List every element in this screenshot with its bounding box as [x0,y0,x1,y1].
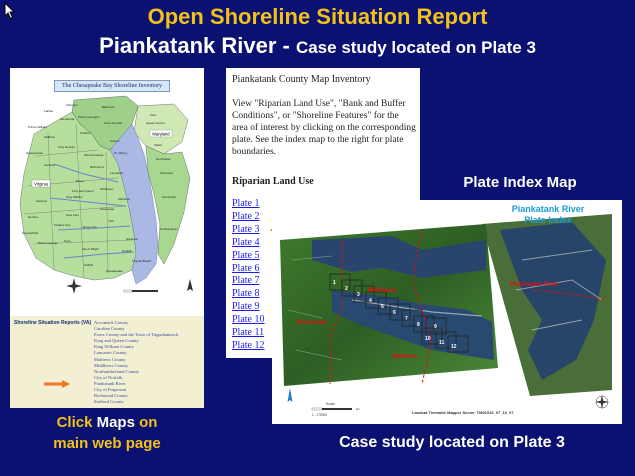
shoreline-reports-section [10,316,204,408]
map-label-hampton: Hampton [126,237,139,241]
map-label-queen-annes: Queen Anne's [146,121,165,125]
plate-link-7[interactable]: Plate 7 [232,275,260,287]
map-label-northampton: Northampton [160,227,178,231]
map-label-arlington: Arlington [66,103,78,107]
region-label-middlesex: Middlesex [368,288,398,294]
map-label-surry: Surry [64,239,72,243]
region-label-piankatank-river: Piankatank River [510,282,559,288]
plate-link-8[interactable]: Plate 8 [232,288,260,300]
orange-arrow-icon [44,380,70,388]
slide-title: Open Shoreline Situation Report [147,4,488,29]
plate-link-10[interactable]: Plate 10 [232,314,265,326]
on-word: on [134,414,158,431]
map-label-kent: Kent [150,113,157,117]
map-label-james-city: James City [82,225,97,229]
map-label-caroline: Caroline [44,163,56,167]
landsat-footer: Landsat Thematic Mapper Scene: TM01516_07_16_07 [412,410,514,415]
map-label-prince-william: Prince William [28,125,48,129]
map-label-prince-george: Prince George [38,241,58,245]
report-link[interactable]: City of Norfolk [94,374,123,380]
plate-link-2[interactable]: Plate 2 [232,210,260,222]
map-label-somerset: Somerset [160,171,173,175]
map-label-westmoreland: Westmoreland [84,153,104,157]
map-label-middlesex: Middlesex [100,187,114,191]
map-label-anne-arundel: Anne Arundel [104,121,123,125]
chesapeake-counties-map[interactable] [14,94,204,302]
map-label-charles-city: Charles City [54,223,71,227]
index-map-title-2: Plate Index [524,215,572,225]
map-label-hanover: Hanover [36,199,48,203]
map-label-suffolk: Suffolk [84,263,94,267]
reports-heading: Shoreline Situation Reports (VA) [14,320,92,326]
map-label-spotsylvania: Spotsylvania [26,151,44,155]
maryland-label: Maryland [152,131,170,137]
plate-number-9: 9 [434,324,437,330]
map-label-dorchester: Dorchester [156,157,171,161]
plate-link-11[interactable]: Plate 11 [232,327,265,339]
scale-unit: km [356,407,360,411]
map-label-henrico: Henrico [28,215,39,219]
report-link[interactable]: Lancaster County [94,350,127,356]
slide-subtitle [0,33,635,59]
inventory-description: View "Riparian Land Use", "Bank and Buffer Conditions", or "Shoreline Features" for the area of interest by clicking on the corresponding plate. See the index map to the right for plate boundaries. [232,99,416,157]
map-label-york: York [108,219,114,223]
region-label-mathews: Mathews [392,354,418,360]
main-satellite-image [280,224,498,386]
plate-number-10: 10 [425,336,431,342]
map-label-chesapeake: Chesapeake [106,269,123,273]
report-link[interactable]: Piankatank River [94,380,126,386]
map-label-gloucester: Gloucester [100,207,115,211]
plate-number-8: 8 [417,322,420,328]
plate-link-list [232,198,265,353]
virginia-label: Virginia [34,181,48,187]
plate-link-4[interactable]: Plate 4 [232,236,260,248]
report-link[interactable]: Accomack County [94,320,129,325]
map-label-alexandria: Alexandria [60,117,75,121]
map-label-virginia-beach: Virginia Beach [132,259,152,263]
plate-link-1[interactable]: Plate 1 [232,198,260,209]
inventory-title: Piankatank County Map Inventory [232,74,371,85]
map-label-st-marys: St. Mary's [114,151,128,155]
map-label-king-william: King William [66,195,83,199]
scale-ratio: 1 : 175000 [312,413,328,417]
map-label-fairfax: Fairfax [44,109,54,113]
plate-number-1: 1 [333,280,336,286]
plate-number-12: 12 [451,344,457,350]
map-label-stafford: Stafford [44,135,55,139]
map-label-prince-georges: Prince George's [78,115,100,119]
report-link[interactable]: Caroline County [94,326,125,332]
shoreline-inventory-web-page [10,68,204,408]
reports-link-list [94,320,178,405]
report-link[interactable]: King and Queen County [94,338,139,344]
report-link[interactable]: Stafford County [94,399,124,405]
plate-number-4: 4 [369,298,372,304]
plate-number-6: 6 [393,310,396,316]
index-map-title-1: Piankatank River [511,204,585,214]
map-label-calvert: Calvert [110,139,120,143]
plate-number-5: 5 [381,304,384,310]
click-word: Click [56,414,97,431]
main-web-page-text: main web page [53,435,161,452]
riparian-land-use-heading: Riparian Land Use [232,176,314,187]
report-link[interactable]: King William County [94,344,134,350]
plate-link-5[interactable]: Plate 5 [232,249,260,261]
map-label-lancaster: Lancaster [110,171,124,175]
map-label-charles: Charles [80,131,91,135]
map-label-essex: Essex [76,179,85,183]
map-label-richmond: Richmond [90,165,104,169]
map-label-new-kent: New Kent [66,213,80,217]
report-link[interactable]: Richmond County [94,393,128,399]
map-label-king-and-queen: King and Queen [72,189,94,193]
plate-number-7: 7 [405,316,408,322]
plate-link-6[interactable]: Plate 6 [232,262,260,274]
report-link[interactable]: Middlesex County [94,362,129,368]
map-label-king-george: King George [58,145,75,149]
map-label-mathews: Mathews [118,197,131,201]
subtitle-small: Case study located on Plate 3 [295,38,536,57]
report-link[interactable]: Mathews County [94,356,126,362]
plate-number-2: 2 [345,286,348,292]
case-study-caption: Case study located on Plate 3 [339,434,565,451]
report-link[interactable]: Essex County and the Town of Tappahannock [94,332,179,338]
plate-link-9[interactable]: Plate 9 [232,301,260,313]
plate-link-3[interactable]: Plate 3 [232,223,260,235]
report-link[interactable]: Northumberland County [94,368,140,374]
inventory-map-title: The Chesapeake Bay Shoreline Inventory [54,80,170,92]
map-label-isle-of-wight: Isle of Wight [82,247,99,251]
scale-label: Scale [326,402,335,406]
report-link[interactable]: City of Poquoson [94,387,127,393]
subtitle-main: Piankatank River - [99,33,296,58]
map-label-chesterfield: Chesterfield [22,231,39,235]
map-label-norfolk: Norfolk [122,249,132,253]
maps-word: Maps [96,414,135,431]
map-label-accomack: Accomack [162,195,176,199]
plate-number-3: 3 [357,292,360,298]
plate-link-12[interactable]: Plate 12 [232,339,265,351]
plate-number-11: 11 [439,340,445,346]
plate-index-map-label: Plate Index Map [463,174,577,191]
map-label-baltimore: Baltimore [102,105,115,109]
region-label-gloucester: Gloucester [296,320,328,326]
click-maps-caption [10,412,204,454]
plate-index-map[interactable] [272,200,622,424]
map-label-talbot: Talbot [154,143,163,147]
